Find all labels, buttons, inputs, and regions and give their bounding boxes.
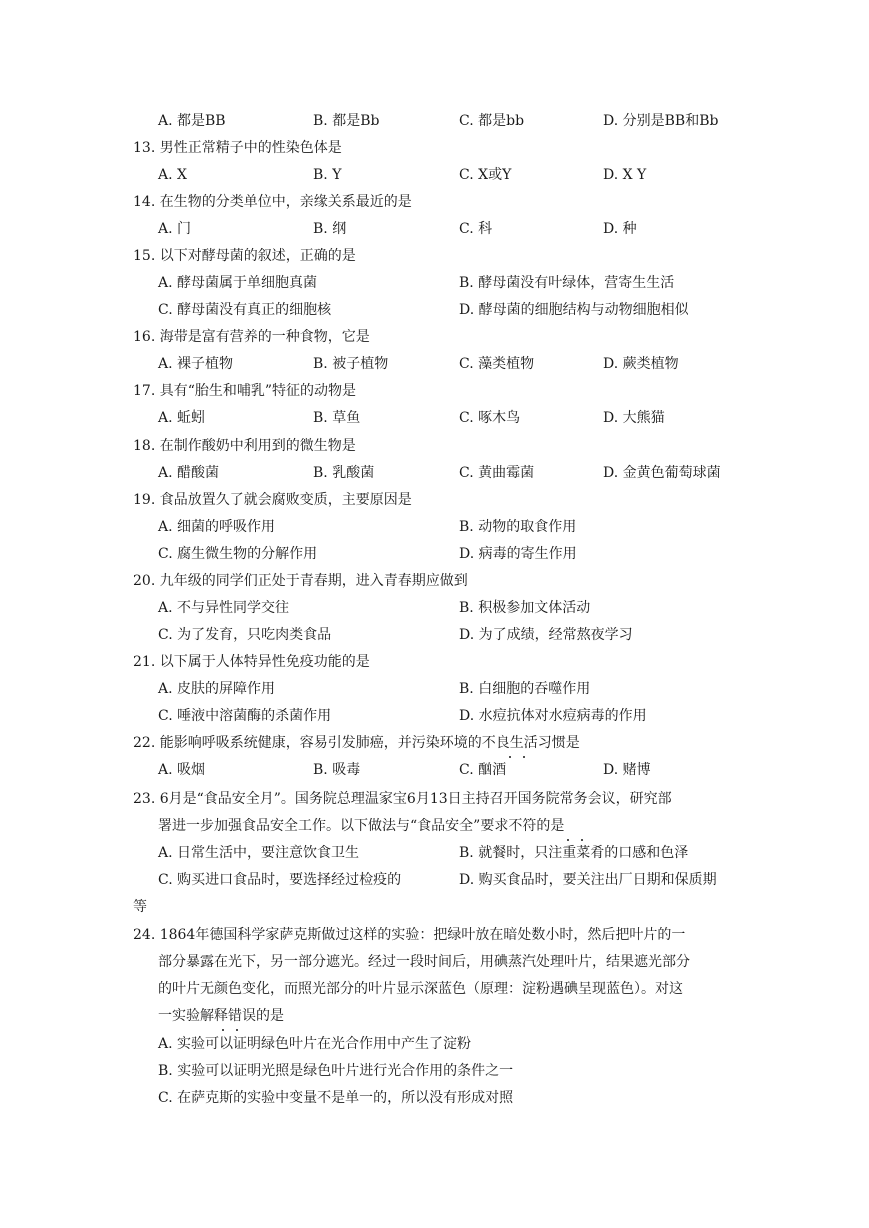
q19-stem: 19. 食品放置久了就会腐败变质，主要原因是 [133, 492, 412, 508]
q12-option-d: D. 分别是BB和Bb [603, 113, 719, 129]
q23-stem-line1: 23. 6月是“食品安全月”。国务院总理温家宝6月13日主持召开国务院常务会议，研究部 [133, 791, 672, 807]
q13-option-c: C. X或Y [459, 167, 512, 183]
q15-option-a: A. 酵母菌属于单细胞真菌 [158, 275, 318, 291]
q22-option-b: B. 吸毒 [313, 762, 361, 778]
q12-option-c: C. 都是bb [459, 113, 525, 129]
q13-option-b: B. Y [313, 167, 342, 183]
q21-option-b: B. 白细胞的吞噬作用 [459, 681, 591, 697]
q15-option-d: D. 酵母菌的细胞结构与动物细胞相似 [459, 302, 689, 318]
q24-stem-line1: 24. 1864年德国科学家萨克斯做过这样的实验：把绿叶放在暗处数小时，然后把叶片的一 [133, 927, 686, 943]
q17-stem: 17. 具有“胎生和哺乳”特征的动物是 [133, 383, 357, 399]
q21-option-a: A. 皮肤的屏障作用 [158, 681, 276, 697]
q23-option-d: D. 购买食品时，要关注出厂日期和保质期 [459, 872, 717, 888]
q24-stem-line2: 部分暴露在光下，另一部分遮光。经过一段时间后，用碘蒸汽处理叶片，结果遮光部分 [158, 954, 690, 970]
q17-option-c: C. 啄木鸟 [459, 410, 521, 426]
q17-option-a: A. 蚯蚓 [158, 410, 206, 426]
emphasis-dot [523, 756, 525, 758]
q14-option-c: C. 科 [459, 221, 493, 237]
q21-option-d: D. 水痘抗体对水痘病毒的作用 [459, 708, 647, 724]
q24-option-c: C. 在萨克斯的实验中变量不是单一的，所以没有形成对照 [158, 1090, 514, 1106]
q22-stem: 22. 能影响呼吸系统健康，容易引发肺癌，并污染环境的不良生活习惯是 [133, 735, 580, 751]
q23-stem-line2: 署进一步加强食品安全工作。以下做法与“食品安全”要求不符的是 [158, 818, 565, 834]
q22-option-a: A. 吸烟 [158, 762, 206, 778]
q13-stem: 13. 男性正常精子中的性染色体是 [133, 140, 342, 156]
q16-stem: 16. 海带是富有营养的一种食物，它是 [133, 329, 370, 345]
q17-option-d: D. 大熊猫 [603, 410, 665, 426]
emphasis-dot [222, 1029, 224, 1031]
q18-option-c: C. 黄曲霉菌 [459, 465, 535, 481]
q14-option-d: D. 种 [603, 221, 637, 237]
q20-stem: 20. 九年级的同学们正处于青春期，进入青春期应做到 [133, 573, 468, 589]
q24-option-b: B. 实验可以证明光照是绿色叶片进行光合作用的条件之一 [158, 1063, 514, 1079]
q15-stem: 15. 以下对酵母菌的叙述，正确的是 [133, 248, 356, 264]
q16-option-a: A. 裸子植物 [158, 356, 234, 372]
q18-stem: 18. 在制作酸奶中利用到的微生物是 [133, 438, 356, 454]
q22-option-c: C. 酗酒 [459, 762, 507, 778]
q15-option-b: B. 酵母菌没有叶绿体，营寄生生活 [459, 275, 675, 291]
q23-option-b: B. 就餐时，只注重菜肴的口感和色泽 [459, 845, 689, 861]
q20-option-c: C. 为了发育，只吃肉类食品 [158, 627, 332, 643]
q16-option-b: B. 被子植物 [313, 356, 389, 372]
q23-option-d-continued: 等 [133, 899, 147, 915]
q13-option-a: A. X [158, 167, 187, 183]
q19-option-b: B. 动物的取食作用 [459, 519, 577, 535]
q19-option-a: A. 细菌的呼吸作用 [158, 519, 276, 535]
emphasis-dot [509, 756, 511, 758]
q19-option-d: D. 病毒的寄生作用 [459, 546, 577, 562]
q12-option-b: B. 都是Bb [313, 113, 380, 129]
q22-option-d: D. 赌博 [603, 762, 651, 778]
q23-option-a: A. 日常生活中，要注意饮食卫生 [158, 845, 360, 861]
q14-option-a: A. 门 [158, 221, 192, 237]
q18-option-d: D. 金黄色葡萄球菌 [603, 465, 721, 481]
q16-option-c: C. 藻类植物 [459, 356, 535, 372]
q20-option-d: D. 为了成绩，经常熬夜学习 [459, 627, 633, 643]
q20-option-b: B. 积极参加文体活动 [459, 600, 591, 616]
q21-stem: 21. 以下属于人体特异性免疫功能的是 [133, 654, 370, 670]
q15-option-c: C. 酵母菌没有真正的细胞核 [158, 302, 332, 318]
q24-stem-line4: 一实验解释错误的是 [158, 1008, 284, 1024]
q24-stem-line3: 的叶片无颜色变化，而照光部分的叶片显示深蓝色（原理：淀粉遇碘呈现蓝色）。对这 [158, 981, 683, 997]
q18-option-b: B. 乳酸菌 [313, 465, 375, 481]
q12-option-a: A. 都是BB [158, 113, 226, 129]
q21-option-c: C. 唾液中溶菌酶的杀菌作用 [158, 708, 332, 724]
emphasis-dot [236, 1029, 238, 1031]
q13-option-d: D. X Y [603, 167, 647, 183]
q24-option-a: A. 实验可以证明绿色叶片在光合作用中产生了淀粉 [158, 1036, 472, 1052]
q23-option-c: C. 购买进口食品时，要选择经过检疫的 [158, 872, 402, 888]
emphasis-dot [567, 839, 569, 841]
q19-option-c: C. 腐生微生物的分解作用 [158, 546, 318, 562]
q17-option-b: B. 草鱼 [313, 410, 361, 426]
q20-option-a: A. 不与异性同学交往 [158, 600, 290, 616]
q18-option-a: A. 醋酸菌 [158, 465, 220, 481]
emphasis-dot [581, 839, 583, 841]
q16-option-d: D. 蕨类植物 [603, 356, 679, 372]
q14-stem: 14. 在生物的分类单位中，亲缘关系最近的是 [133, 194, 412, 210]
q14-option-b: B. 纲 [313, 221, 347, 237]
